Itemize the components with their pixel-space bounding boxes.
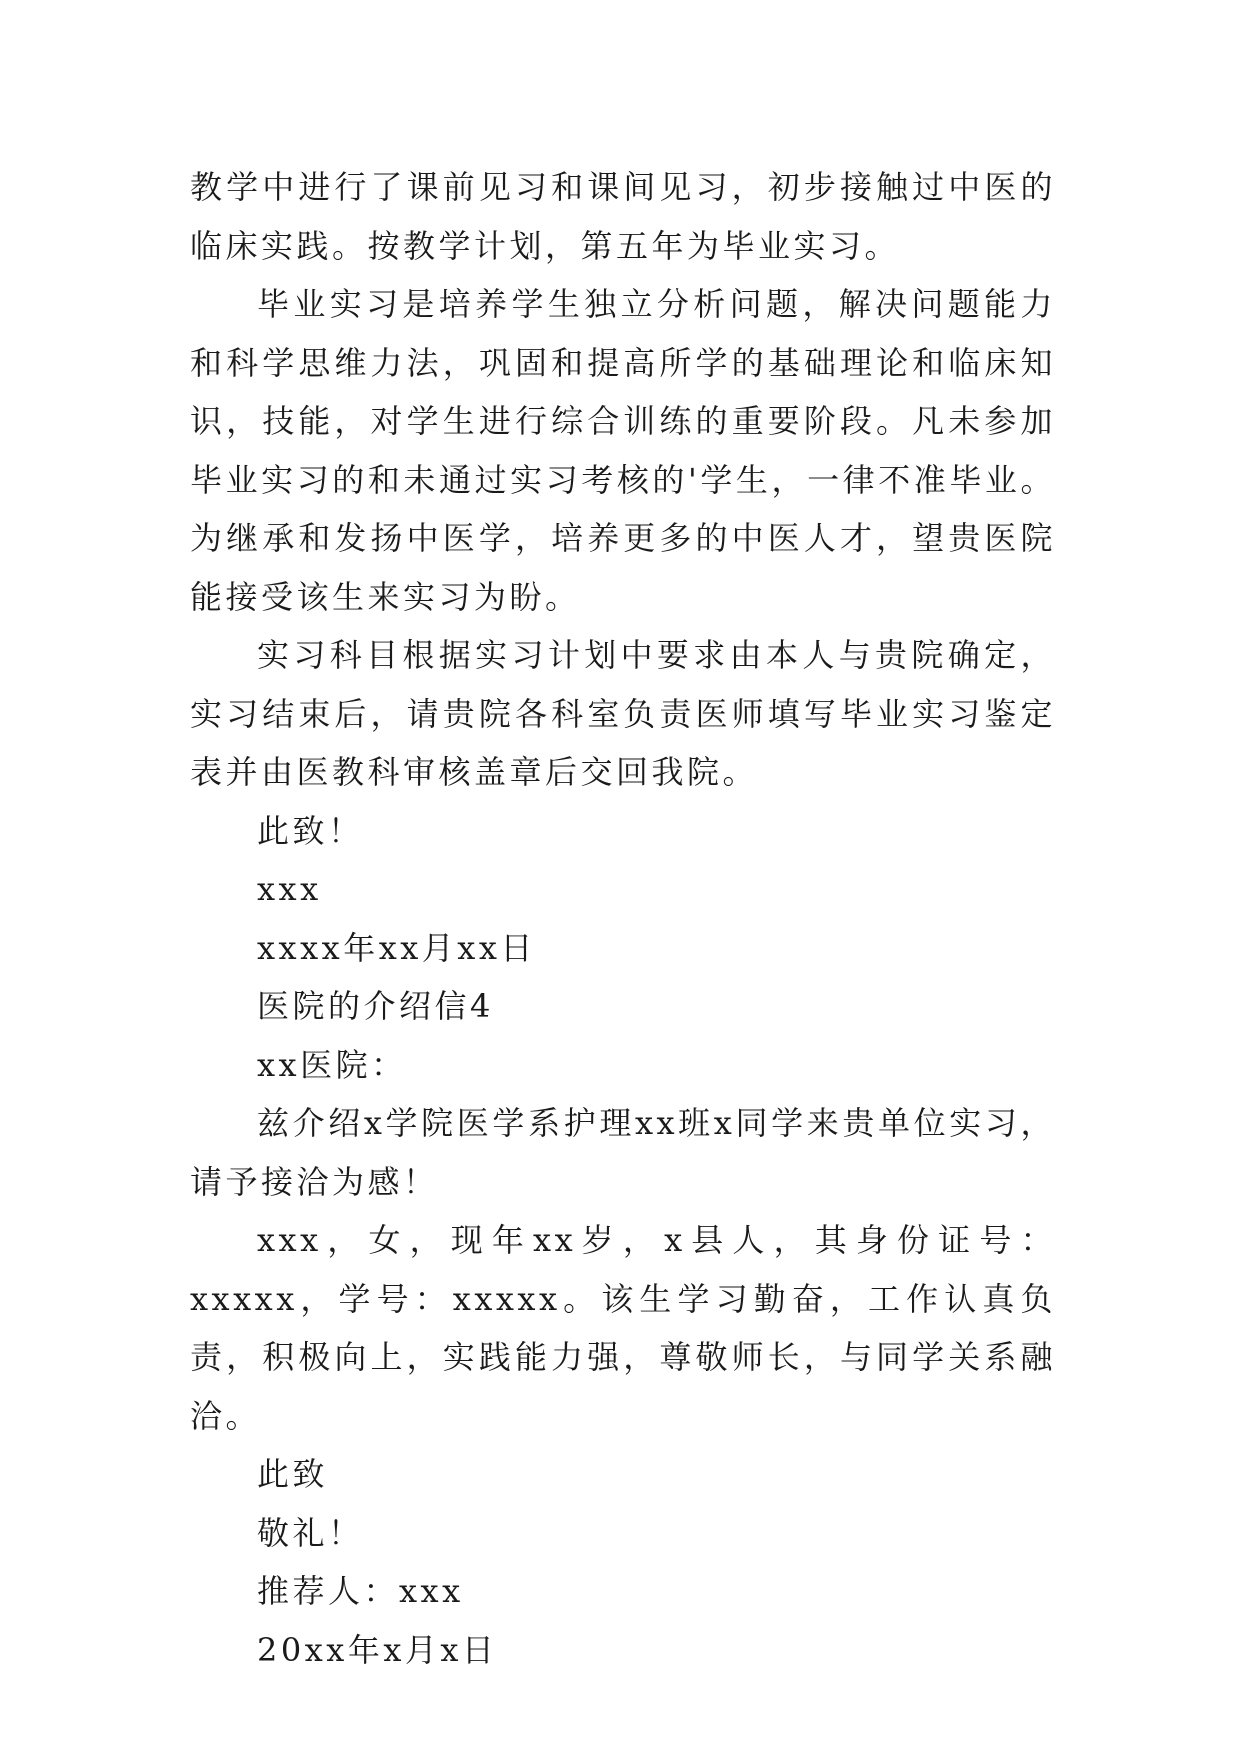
section-heading: 医院的介绍信4 bbox=[257, 987, 494, 1025]
recommender-line: 推荐人：xxx bbox=[257, 1572, 464, 1610]
paragraph-internship-purpose: 毕业实习是培养学生独立分析问题，解决问题能力和科学思维力法，巩固和提高所学的基础理论和临床知识，技能，对学生进行综合训练的重要阶段。凡未参加毕业实习的和未通过实习考核的'学生，一律不准毕业。为继承和发扬中医学，培养更多的中医人才，望贵医院能接受该生来实习为盼。 bbox=[190, 285, 1056, 616]
paragraph-student-details: xxx，女，现年xx岁，x县人，其身份证号：xxxxx，学号：xxxxx。该生学习勤奋，工作认真负责，积极向上，实践能力强，尊敬师长，与同学关系融洽。 bbox=[190, 1221, 1056, 1435]
recipient-line: xx医院： bbox=[257, 1045, 407, 1084]
closing-salutation: 此致！ bbox=[257, 811, 364, 850]
signature-name: xxx bbox=[257, 870, 322, 908]
closing-salutation-2: 此致 bbox=[257, 1455, 329, 1493]
paragraph-continued-intro: 教学中进行了课前见习和课间见习，初步接触过中医的临床实践。按教学计划，第五年为毕业实习。 bbox=[190, 168, 1056, 265]
document-body bbox=[190, 158, 1056, 1679]
final-date: 20xx年x月x日 bbox=[257, 1630, 498, 1669]
paragraph-internship-subjects: 实习科目根据实习计划中要求由本人与贵院确定，实习结束后，请贵院各科室负责医师填写毕业实习鉴定表并由医教科审核盖章后交回我院。 bbox=[190, 636, 1056, 791]
signature-date: xxxx年xx月xx日 bbox=[257, 928, 536, 967]
closing-regards: 敬礼！ bbox=[257, 1513, 364, 1552]
paragraph-introduction: 兹介绍x学院医学系护理xx班x同学来贵单位实习，请予接洽为感！ bbox=[190, 1104, 1056, 1201]
